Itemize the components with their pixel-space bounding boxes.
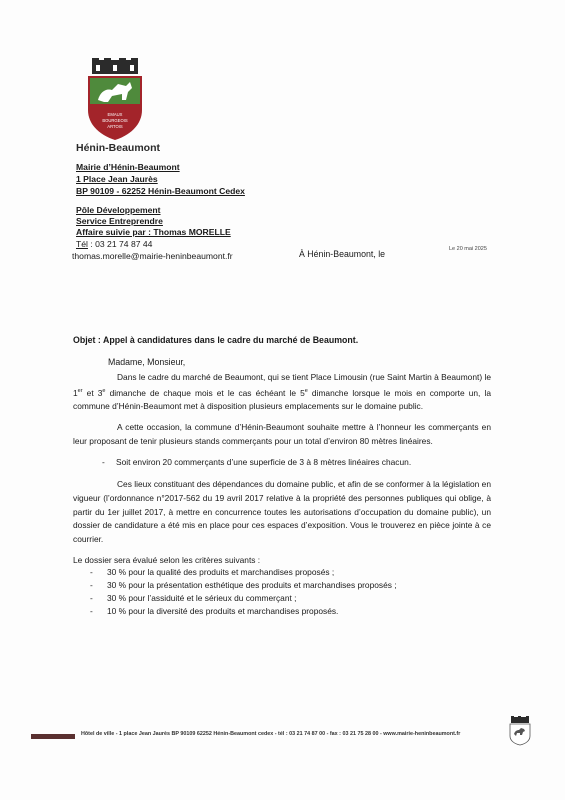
criteria-item: - 30 % pour la qualité des produits et marchandises proposés ; [90, 567, 335, 577]
address-line-3: BP 90109 - 62252 Hénin-Beaumont Cedex [76, 186, 245, 196]
p1-part-c: dimanche de chaque mois et le cas échéant le 5 [105, 387, 305, 398]
letter-subject: Objet : Appel à candidatures dans le cadre du marché de Beaumont. [73, 335, 359, 345]
svg-text:EMAUX: EMAUX [107, 112, 123, 117]
footer-crest-icon [508, 716, 532, 746]
department-line-1: Pôle Développement [76, 205, 161, 215]
address-line-1: Mairie d’Hénin-Beaumont [76, 162, 180, 172]
criteria-text-4: 10 % pour la diversité des produits et marchandises proposés. [107, 606, 339, 616]
paragraph-3: - Soit environ 20 commerçants d’une superficie de 3 à 8 mètres linéaires chacun. [102, 457, 412, 467]
criteria-text-1: 30 % pour la qualité des produits et marchandises proposés ; [107, 567, 335, 577]
criteria-intro: Le dossier sera évalué selon les critères suivants : [73, 555, 261, 565]
p1-part-a: Dans le cadre du marché de Beaumont, qui se tient Place Limousin (rue Saint Martin à Beaumont) le 1 [73, 372, 491, 398]
p1-sup-3: e [304, 387, 308, 394]
paragraph-1 [73, 371, 491, 414]
footer-contact: Hôtel de ville - 1 place Jean Jaurès BP 90109 62252 Hénin-Beaumont cedex - tél : 03 21 74 87 00 - fax : 03 21 75 28 00 - www.mairie-heninbeaumont.fr [81, 731, 461, 737]
p1-sup-1: er [77, 387, 83, 394]
paragraph-4 [73, 478, 491, 547]
salutation: Madame, Monsieur, [108, 357, 186, 367]
address-line-2: 1 Place Jean Jaurès [76, 174, 158, 184]
phone [76, 239, 152, 249]
phone-value: : 03 21 74 87 44 [87, 239, 153, 249]
email[interactable]: thomas.morelle@mairie-heninbeaumont.fr [72, 251, 233, 261]
criteria-item: - 30 % pour l’assiduité et le sérieux du commerçant ; [90, 593, 297, 603]
footer-accent-bar [31, 734, 75, 739]
paragraph-2 [73, 421, 491, 449]
p1-sup-2: e [102, 387, 106, 394]
city-name: Hénin-Beaumont [76, 142, 160, 154]
criteria-text-3: 30 % pour l’assiduité et le sérieux du commerçant ; [107, 593, 297, 603]
svg-text:BOURGEOIS: BOURGEOIS [102, 118, 128, 123]
p3-text: Soit environ 20 commerçants d’une superficie de 3 à 8 mètres linéaires chacun. [116, 457, 412, 467]
p2-text: A cette occasion, la commune d’Hénin-Beaumont souhaite mettre à l’honneur les commerçants en leur proposant de tenir plusieurs stands commerçants pour un total d’environ 80 mètres linéaires. [73, 422, 491, 446]
criteria-text-2: 30 % pour la présentation esthétique des produits et marchandises proposés ; [107, 580, 397, 590]
followed-by: Affaire suivie par : Thomas MORELLE [76, 227, 231, 237]
criteria-item: - 10 % pour la diversité des produits et marchandises proposés. [90, 606, 339, 616]
criteria-item: - 30 % pour la présentation esthétique des produits et marchandises proposés ; [90, 580, 397, 590]
p4-text: Ces lieux constituant des dépendances du domaine public, et afin de se conformer à la législation en vigueur (l’ordonnance n°2017-562 du 19 avril 2017 relative à la propriété des personnes publiques qui oblige, à partir du 1er juillet 2017, à mettre en concurrence toutes les autorisations d’occupation du domaine public), un dossier de candidature a été mis en place pour ces espaces d’exposition. Vous le trouverez en pièce jointe à ce courrier. [73, 479, 491, 545]
phone-label: Tél [76, 239, 88, 249]
place-date: À Hénin-Beaumont, le [299, 249, 386, 259]
date-stamp: Le 20 mai 2025 [449, 246, 487, 252]
department-line-2: Service Entreprendre [76, 216, 163, 226]
city-crest-logo [82, 58, 148, 142]
p1-part-b: et 3 [82, 387, 103, 398]
svg-text:ARTOIS: ARTOIS [107, 124, 123, 129]
p1-part-d: dimanche lorsque le mois en comporte un, la commune d’Hénin-Beaumont met à disposition plusieurs emplacements sur le domaine public. [73, 387, 491, 412]
